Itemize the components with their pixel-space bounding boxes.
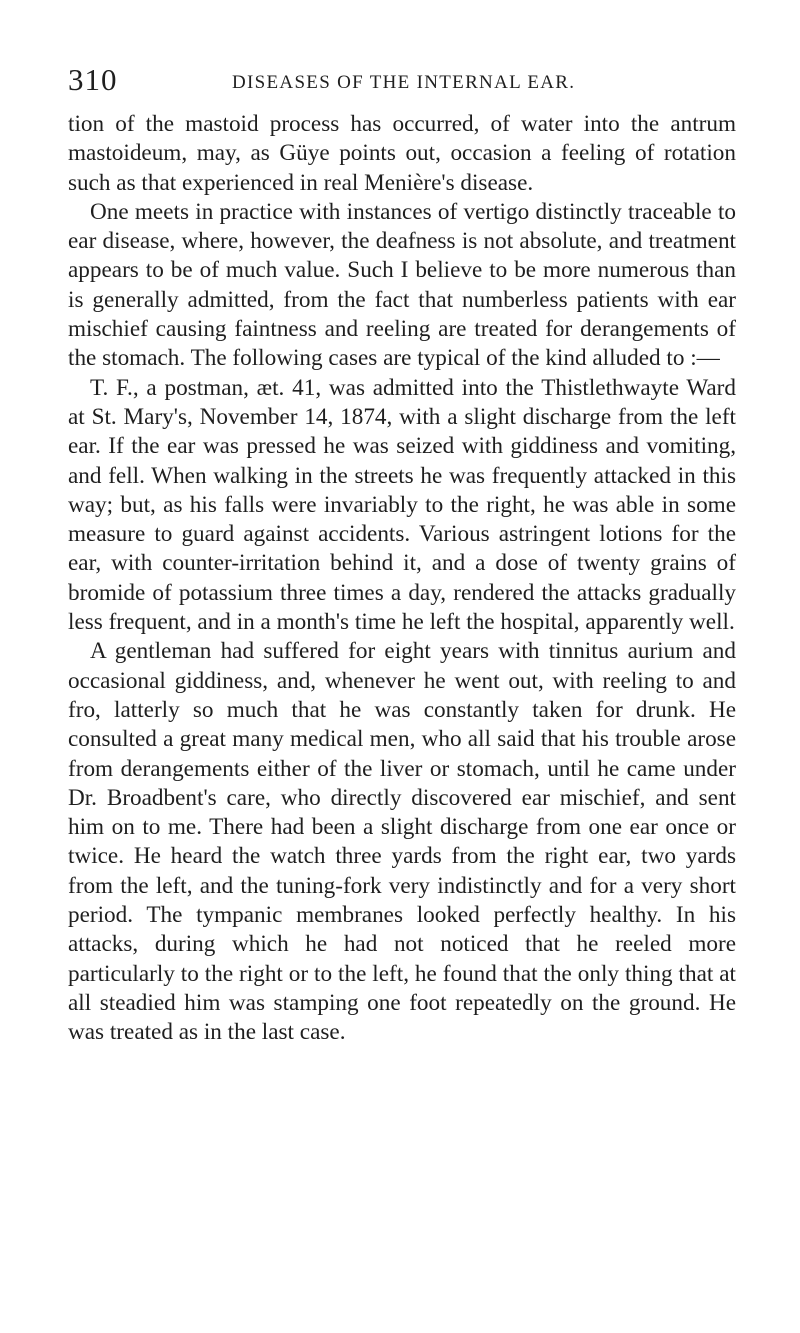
page-number: 310	[68, 62, 118, 97]
paragraph-case-gentleman: A gentleman had suffered for eight years with tinnitus aurium and occasional giddiness, and, whenever he went out, with reeling to and fro, latterly so much that he was constantly taken for drunk. He consulted a great many medical men, who all said that his trouble arose from derangements either of the liver or stomach, until he came under Dr. Broadbent's care, who directly discovered ear mischief, and sent him on to me. There had been a slight discharge from one ear once or twice. He heard the watch three yards from the right ear, two yards from the left, and the tuning-fork very indistinctly and for a very short period. The tympanic membranes looked perfectly healthy. In his attacks, during which he had not noticed that he reeled more particularly to the right or to the left, he found that the only thing that at all steadied him was stamping one foot repeatedly on the ground. He was treated as in the last case.	[68, 638, 736, 1046]
running-title: DISEASES OF THE INTERNAL EAR.	[232, 72, 576, 93]
paragraph-case-postman: T. F., a postman, æt. 41, was admitted into the Thistlethwayte Ward at St. Mary's, November 14, 1874, with a slight discharge from the left ear. If the ear was pressed he was seized with giddiness and vomiting, and fell. When walking in the streets he was frequently attacked in this way; but, as his falls were invariably to the right, he was able in some measure to guard against accidents. Various astringent lotions for the ear, with counter-irritation behind it, and a dose of twenty grains of bromide of potassium three times a day, rendered the attacks gradually less frequent, and in a month's time he left the hospital, apparently well.	[68, 374, 736, 636]
paragraph-continuation: tion of the mastoid process has occurred, of water into the antrum mastoideum, may, as Güye points out, occasion a feeling of rotation such as that experienced in real Menière's disease.	[68, 111, 736, 196]
body-text	[68, 110, 736, 1048]
paragraph-vertigo-ear-disease: One meets in practice with instances of vertigo distinctly traceable to ear disease, where, however, the deafness is not absolute, and treatment appears to be of much value. Such I believe to be more numerous than is generally admitted, from the fact that numberless patients with ear mischief causing faintness and reeling are treated for derangements of the stomach. The following cases are typical of the kind alluded to :—	[68, 198, 736, 372]
page-header	[68, 63, 736, 99]
